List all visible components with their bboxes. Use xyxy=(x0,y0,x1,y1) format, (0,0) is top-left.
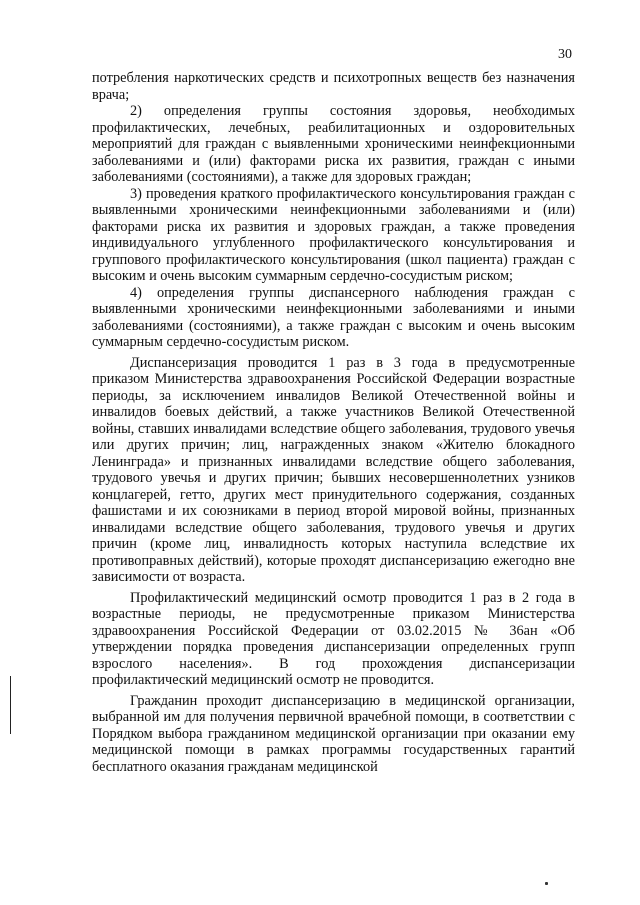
paragraph-preventive-exam: Профилактический медицинский осмотр проводится 1 раз в 2 года в возрастные периоды, не предусмотренные приказом Министерства здравоохранения Российской Федерации от 03.02.2015 № 36ан «Об утверждении порядка проведения диспансеризации определенных групп взрослого населения». В год прохождения диспансеризации профилактический медицинский осмотр не проводится. xyxy=(92,589,575,688)
scan-margin-mark xyxy=(10,676,11,734)
paragraph-continuation: потребления наркотических средств и психотропных веществ без назначения врача; xyxy=(92,70,575,103)
scan-artifact-dot xyxy=(545,882,548,885)
paragraph-item-3: 3) проведения краткого профилактического консультирования граждан с выявленными хроническими неинфекционными заболеваниями и (или) факторами риска их развития и здоровых граждан, а также проведения индивидуального углубленного профилактического консультирования и группового профилактического консультирования (школ пациента) граждан с высоким и очень высоким суммарным сердечно-сосудистым риском; xyxy=(92,185,575,284)
paragraph-item-4: 4) определения группы диспансерного наблюдения граждан с выявленными хроническими неинфекционными заболеваниями и иными заболеваниями (состояниями), а также граждан с высоким и очень высоким суммарным сердечно-сосудистым риском. xyxy=(92,284,575,350)
paragraph-dispanserization: Диспансеризация проводится 1 раз в 3 года в предусмотренные приказом Министерства здравоохранения Российской Федерации возрастные периоды, за исключением инвалидов Великой Отечественной войны и инвалидов боевых действий, а также участников Великой Отечественной войны, ставших инвалидами вследствие общего заболевания, трудового увечья или других причин; лиц, награжденных знаком «Жителю блокадного Ленинграда» и признанных инвалидами вследствие общего заболевания, трудового увечья и других причин; бывших несовершеннолетних узников концлагерей, гетто, других мест принудительного содержания, созданных фашистами и их союзниками в период второй мировой войны, признанных инвалидами вследствие общего заболевания, трудового увечья и других причин (кроме лиц, инвалидность которых наступила вследствие их противоправных действий), которые проходят диспансеризацию ежегодно вне зависимости от возраста. xyxy=(92,354,575,585)
document-body xyxy=(92,70,575,775)
paragraph-item-2: 2) определения группы состояния здоровья, необходимых профилактических, лечебных, реабилитационных и оздоровительных мероприятий для граждан с выявленными хроническими неинфекционными заболеваниями и (или) факторами риска их развития, граждан с иными заболеваниями (состояниями), а также для здоровых граждан; xyxy=(92,103,575,185)
paragraph-citizen-choice: Гражданин проходит диспансеризацию в медицинской организации, выбранной им для получения первичной врачебной помощи, в соответствии с Порядком выбора гражданином медицинской организации при оказании ему медицинской помощи в рамках программы государственных гарантий бесплатного оказания гражданам медицинской xyxy=(92,692,575,775)
page-number: 30 xyxy=(558,47,572,62)
